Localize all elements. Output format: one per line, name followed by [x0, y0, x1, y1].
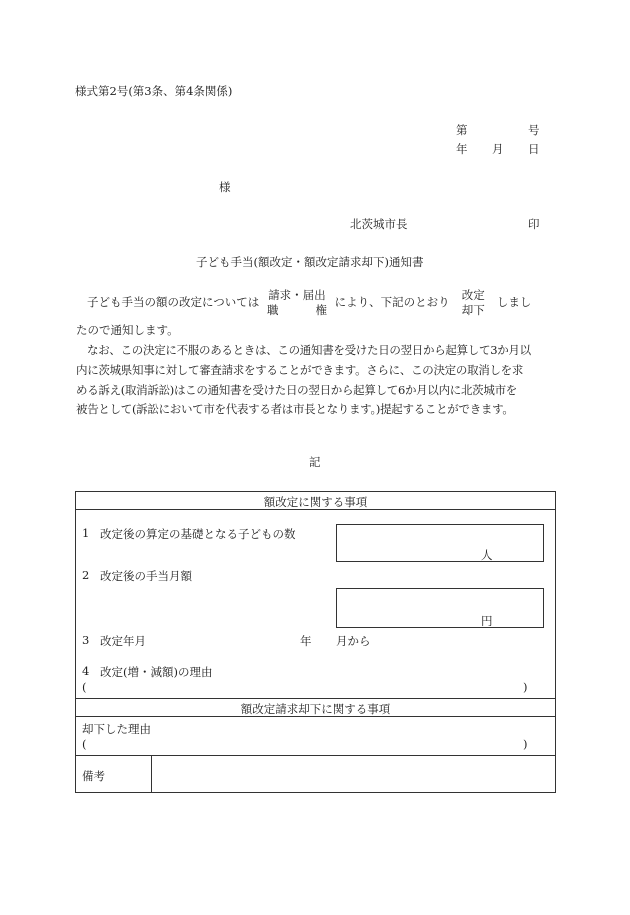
body-p1-mid: により、下記のとおり — [334, 295, 450, 309]
notice-paragraph-1 — [76, 288, 556, 318]
body-p2-line4: 被告として(訴訟において市を代表する者は市長となります。)提起することができます。 — [76, 402, 514, 416]
details-table — [75, 491, 556, 793]
issuer-name: 北茨城市長 — [350, 217, 408, 231]
item3-year: 年 — [300, 634, 312, 648]
item2-number: 2 — [82, 568, 90, 582]
basis-top: 請求・届出 — [268, 288, 326, 302]
body-p2-line1: なお、この決定に不服のあるときは、この通知書を受けた日の翌日から起算して3か月以 — [87, 343, 531, 357]
body-p1-line2: たので通知します。 — [76, 323, 179, 337]
item1-number: 1 — [82, 526, 90, 540]
item3-number: 3 — [82, 633, 90, 647]
result-bottom: 却下 — [461, 303, 485, 317]
rejection-open-paren: ( — [82, 737, 87, 751]
form-label: 様式第2号(第3条、第4条関係) — [75, 84, 233, 98]
item2-label: 改定後の手当月額 — [100, 569, 192, 583]
section2-top-divider — [76, 698, 555, 699]
item3-label: 改定年月 — [100, 634, 146, 648]
date-day: 日 — [528, 142, 540, 156]
item4-close-paren: ) — [523, 680, 528, 694]
body-p1-end: しまし — [496, 295, 532, 309]
number-go: 号 — [528, 123, 540, 137]
rejection-label: 却下した理由 — [82, 722, 151, 736]
ki-heading: 記 — [309, 455, 321, 469]
result-top: 改定 — [461, 288, 485, 302]
body-p2-line2: 内に茨城県知事に対して審査請求をすることができます。さらに、この決定の取消しを求 — [76, 363, 524, 377]
section2-title: 額改定請求却下に関する事項 — [240, 702, 391, 716]
result-choice — [459, 288, 487, 318]
seal-mark: 印 — [528, 217, 540, 231]
remarks-field[interactable] — [152, 756, 555, 792]
section1-title: 額改定に関する事項 — [263, 495, 368, 509]
item4-open-paren: ( — [82, 680, 87, 694]
item4-label: 改定(増・減額)の理由 — [100, 665, 213, 679]
date-month: 月 — [492, 142, 504, 156]
item2-unit: 円 — [481, 614, 493, 628]
basis-bottom-right: 権 — [315, 303, 327, 317]
monthly-amount-field[interactable] — [336, 588, 544, 628]
item3-month-from: 月から — [336, 634, 371, 648]
document-title: 子ども手当(額改定・額改定請求却下)通知書 — [196, 255, 424, 269]
item1-unit: 人 — [481, 548, 493, 562]
date-year: 年 — [456, 142, 468, 156]
section2-divider — [76, 716, 555, 717]
child-count-field[interactable] — [336, 524, 544, 562]
basis-bottom-left: 職 — [266, 303, 279, 317]
body-p2-line3: める訴え(取消訴訟)はこの通知書を受けた日の翌日から起算して6か月以内に北茨城市を — [76, 383, 517, 397]
item4-number: 4 — [82, 664, 90, 678]
body-p1-start: 子ども手当の額の改定については — [87, 295, 260, 309]
recipient-suffix: 様 — [219, 180, 231, 194]
remarks-label: 備考 — [82, 769, 105, 783]
rejection-close-paren: ) — [523, 737, 528, 751]
item1-label: 改定後の算定の基礎となる子どもの数 — [100, 527, 296, 541]
basis-choice — [267, 288, 327, 318]
number-dai: 第 — [456, 123, 468, 137]
section1-divider — [76, 509, 555, 510]
